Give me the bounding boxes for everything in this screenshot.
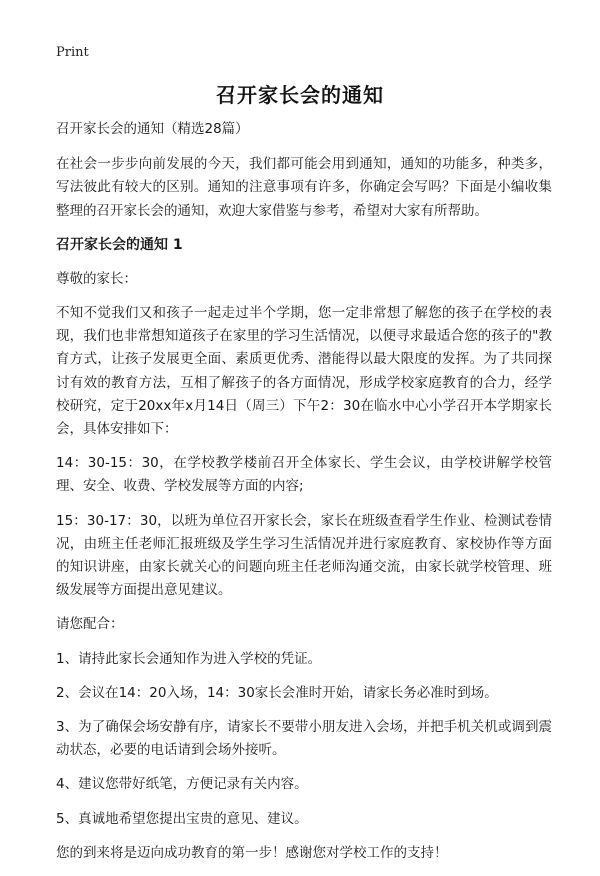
- closing-paragraph: 您的到来将是迈向成功教育的第一步！感谢您对学校工作的支持！: [56, 844, 448, 861]
- document-body: [56, 118, 552, 876]
- page-title: 召开家长会的通知: [216, 83, 384, 107]
- cooperation-heading: 请您配合：: [56, 616, 124, 633]
- print-link[interactable]: Print: [56, 45, 89, 60]
- schedule-item: 15：30-17：30，以班为单位召开家长会，家长在班级查看学生作业、检测试卷情况，由班主任老师汇报班级及学生学习生活情况并进行家庭教育、家校协作等方面的知识讲座，由家长就关心的问题向班主任老师沟通交流，由家长就学校管理、班级发展等方面提出意见建议。: [56, 512, 552, 599]
- schedule-item: 14：30-15：30，在学校教学楼前召开全体家长、学生会议，由学校讲解学校管理、安全、收费、学校发展等方面的内容;: [56, 455, 552, 495]
- cooperation-item: 1、请持此家长会通知作为进入学校的凭证。: [56, 650, 322, 667]
- section-heading: 召开家长会的通知 1: [56, 236, 183, 253]
- cooperation-item: 4、建议您带好纸笔，方便记录有关内容。: [56, 776, 308, 793]
- body-paragraph: 不知不觉我们又和孩子一起走过半个学期，您一定非常想了解您的孩子在学校的表现，我们也非常想知道孩子在家里的学习生活情况，以便寻求最适合您的孩子的"教育方式，让孩子发展更全面、素质更优秀、潜能得以最大限度的发挥。为了共同探讨有效的教育方法，互相了解孩子的各方面情况，形成学校家庭教育的合力，经学校研究，定于20xx年x月14日（周三）下午2：30在临水中心小学召开本学期家长会，具体安排如下：: [56, 305, 552, 438]
- salutation: 尊敬的家长：: [56, 270, 137, 287]
- cooperation-item: 5、真诚地希望您提出宝贵的意见、建议。: [56, 810, 308, 827]
- cooperation-item: 2、会议在14：20入场，14：30家长会准时开始，请家长务必准时到场。: [56, 684, 498, 701]
- intro-paragraph: 在社会一步步向前发展的今天，我们都可能会用到通知，通知的功能多，种类多，写法彼此有较大的区别。通知的注意事项有许多，你确定会写吗？下面是小编收集整理的召开家长会的通知，欢迎大家借鉴与参考，希望对大家有所帮助。: [56, 156, 552, 219]
- subtitle: 召开家长会的通知（精选28篇）: [56, 121, 249, 137]
- cooperation-item: 3、为了确保会场安静有序，请家长不要带小朋友进入会场，并把手机关机或调到震动状态，必要的电话请到会场外接听。: [56, 719, 552, 759]
